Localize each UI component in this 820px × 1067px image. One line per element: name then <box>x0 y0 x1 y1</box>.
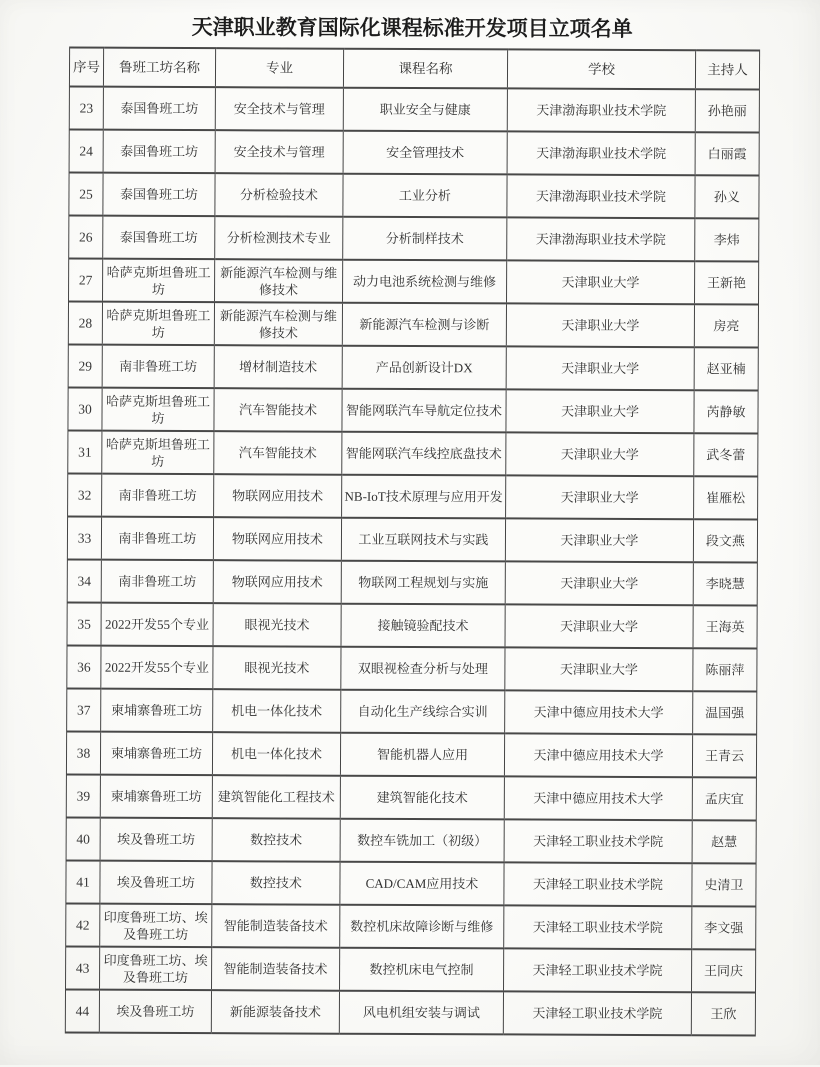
cell-major: 安全技术与管理 <box>215 87 343 131</box>
cell-school: 天津职业大学 <box>507 260 695 304</box>
table-row <box>68 388 758 434</box>
cell-workshop: 南非鲁班工坊 <box>102 345 214 388</box>
cell-workshop: 泰国鲁班工坊 <box>103 130 215 173</box>
cell-major: 新能源汽车检测与维修技术 <box>214 302 342 346</box>
cell-workshop: 柬埔寨鲁班工坊 <box>100 732 212 775</box>
table-row <box>67 603 757 649</box>
cell-workshop: 南非鲁班工坊 <box>101 517 213 560</box>
cell-course: 工业互联网技术与实践 <box>341 518 505 562</box>
cell-school: 天津轻工职业技术学院 <box>503 948 691 992</box>
cell-host: 王同庆 <box>691 949 755 992</box>
cell-workshop: 柬埔寨鲁班工坊 <box>101 689 213 732</box>
cell-school: 天津职业大学 <box>505 647 693 691</box>
table-row <box>68 431 758 477</box>
table-row <box>67 560 757 606</box>
cell-seq: 31 <box>68 431 102 474</box>
cell-course: 接触镜验配技术 <box>341 604 505 648</box>
cell-course: 自动化生产线综合实训 <box>341 690 505 734</box>
cell-host: 赵亚楠 <box>694 347 758 390</box>
table-row <box>67 689 757 735</box>
cell-seq: 33 <box>67 517 101 560</box>
cell-seq: 25 <box>69 173 103 216</box>
cell-major: 新能源装备技术 <box>211 990 339 1034</box>
cell-major: 智能制造装备技术 <box>212 947 340 991</box>
cell-major: 数控技术 <box>212 861 340 905</box>
cell-workshop: 哈萨克斯坦鲁班工坊 <box>102 431 214 474</box>
cell-course: 职业安全与健康 <box>343 88 507 132</box>
table-row <box>66 861 756 907</box>
cell-host: 王青云 <box>692 734 756 777</box>
cell-host: 李炜 <box>695 218 759 261</box>
cell-school: 天津轻工职业技术学院 <box>504 819 692 863</box>
cell-school: 天津渤海职业技术学院 <box>507 174 695 218</box>
header-cell-seq: 序号 <box>69 48 103 87</box>
cell-workshop: 2022开发55个专业 <box>101 603 213 646</box>
cell-school: 天津职业大学 <box>506 432 694 476</box>
cell-school: 天津职业大学 <box>505 518 693 562</box>
cell-course: 产品创新设计DX <box>342 346 506 390</box>
cell-school: 天津轻工职业技术学院 <box>504 905 692 949</box>
cell-workshop: 哈萨克斯坦鲁班工坊 <box>102 388 214 431</box>
cell-host: 孙义 <box>695 175 759 218</box>
cell-school: 天津职业大学 <box>505 604 693 648</box>
table-row <box>69 87 759 133</box>
cell-school: 天津轻工职业技术学院 <box>504 862 692 906</box>
cell-course: CAD/CAM应用技术 <box>340 862 504 906</box>
table-row <box>69 216 759 262</box>
cell-host: 孟庆宜 <box>692 777 756 820</box>
cell-major: 眼视光技术 <box>213 603 341 647</box>
cell-course: 智能机器人应用 <box>340 733 504 777</box>
project-approval-table <box>65 47 760 1037</box>
cell-school: 天津渤海职业技术学院 <box>507 88 695 132</box>
cell-major: 分析检验技术 <box>215 173 343 217</box>
cell-workshop: 埃及鲁班工坊 <box>100 818 212 861</box>
cell-school: 天津职业大学 <box>506 346 694 390</box>
cell-major: 机电一体化技术 <box>213 689 341 733</box>
cell-host: 史清卫 <box>692 863 756 906</box>
table-row <box>66 904 756 950</box>
cell-seq: 27 <box>69 259 103 302</box>
header-cell-major: 专业 <box>215 48 343 88</box>
cell-school: 天津职业大学 <box>506 303 694 347</box>
cell-course: 工业分析 <box>343 174 507 218</box>
table-row <box>66 732 756 778</box>
cell-major: 建筑智能化工程技术 <box>212 775 340 819</box>
table-header-row <box>69 48 759 90</box>
header-cell-workshop: 鲁班工坊名称 <box>103 48 215 87</box>
cell-major: 物联网应用技术 <box>214 474 342 518</box>
cell-seq: 34 <box>67 560 101 603</box>
cell-workshop: 柬埔寨鲁班工坊 <box>100 775 212 818</box>
cell-school: 天津轻工职业技术学院 <box>503 991 691 1035</box>
cell-host: 李晓慧 <box>693 562 757 605</box>
cell-workshop: 泰国鲁班工坊 <box>103 87 215 130</box>
table-row <box>68 302 758 348</box>
cell-seq: 26 <box>69 216 103 259</box>
cell-school: 天津中德应用技术大学 <box>504 733 692 777</box>
cell-major: 数控技术 <box>212 818 340 862</box>
cell-seq: 35 <box>67 603 101 646</box>
cell-course: 分析制样技术 <box>343 217 507 261</box>
cell-workshop: 泰国鲁班工坊 <box>103 173 215 216</box>
cell-seq: 40 <box>66 818 100 861</box>
table-row <box>69 259 759 305</box>
table-row <box>66 775 756 821</box>
cell-workshop: 埃及鲁班工坊 <box>100 861 212 904</box>
cell-course: 物联网工程规划与实施 <box>341 561 505 605</box>
cell-major: 安全技术与管理 <box>215 130 343 174</box>
cell-course: 数控车铣加工（初级） <box>340 819 504 863</box>
table-row <box>66 947 756 993</box>
table-row <box>69 130 759 176</box>
cell-workshop: 南非鲁班工坊 <box>102 474 214 517</box>
cell-seq: 39 <box>66 775 100 818</box>
table-row <box>68 474 758 520</box>
cell-seq: 37 <box>67 689 101 732</box>
cell-host: 温国强 <box>693 691 757 734</box>
table-body <box>65 87 759 1036</box>
cell-major: 机电一体化技术 <box>212 732 340 776</box>
cell-host: 崔雁松 <box>694 476 758 519</box>
cell-course: 双眼视检查分析与处理 <box>341 647 505 691</box>
cell-course: 建筑智能化技术 <box>340 776 504 820</box>
cell-host: 李文强 <box>692 906 756 949</box>
cell-host: 陈丽萍 <box>693 648 757 691</box>
cell-seq: 43 <box>66 947 100 990</box>
table-row <box>67 517 757 563</box>
cell-seq: 41 <box>66 861 100 904</box>
cell-host: 白丽霞 <box>695 132 759 175</box>
cell-major: 智能制造装备技术 <box>212 904 340 948</box>
page-title: 天津职业教育国际化课程标准开发项目立项名单 <box>191 16 633 41</box>
cell-host: 王新艳 <box>694 261 758 304</box>
cell-seq: 36 <box>67 646 101 689</box>
cell-school: 天津渤海职业技术学院 <box>507 217 695 261</box>
table-row <box>68 345 758 391</box>
cell-seq: 23 <box>69 87 103 130</box>
header-cell-host: 主持人 <box>695 50 759 89</box>
cell-workshop: 2022开发55个专业 <box>101 646 213 689</box>
cell-school: 天津中德应用技术大学 <box>505 690 693 734</box>
cell-course: 新能源汽车检测与诊断 <box>342 303 506 347</box>
cell-seq: 24 <box>69 130 103 173</box>
cell-major: 汽车智能技术 <box>214 431 342 475</box>
cell-course: 安全管理技术 <box>343 131 507 175</box>
cell-major: 汽车智能技术 <box>214 388 342 432</box>
cell-workshop: 泰国鲁班工坊 <box>103 216 215 259</box>
header-cell-school: 学校 <box>507 49 695 89</box>
cell-major: 眼视光技术 <box>213 646 341 690</box>
cell-seq: 28 <box>68 302 102 345</box>
table-row <box>69 173 759 219</box>
cell-workshop: 埃及鲁班工坊 <box>99 990 211 1033</box>
cell-host: 赵慧 <box>692 820 756 863</box>
cell-host: 房亮 <box>694 304 758 347</box>
cell-host: 孙艳丽 <box>695 89 759 132</box>
cell-school: 天津职业大学 <box>506 389 694 433</box>
cell-school: 天津职业大学 <box>506 475 694 519</box>
cell-seq: 38 <box>66 732 100 775</box>
cell-seq: 42 <box>66 904 100 947</box>
cell-course: 智能网联汽车导航定位技术 <box>342 389 506 433</box>
table-row <box>65 990 755 1036</box>
cell-course: 动力电池系统检测与维修 <box>343 260 507 304</box>
cell-seq: 44 <box>65 990 99 1033</box>
cell-seq: 29 <box>68 345 102 388</box>
cell-host: 王海英 <box>693 605 757 648</box>
cell-major: 物联网应用技术 <box>213 517 341 561</box>
cell-host: 武冬蕾 <box>694 433 758 476</box>
cell-course: 数控机床故障诊断与维修 <box>340 905 504 949</box>
table-row <box>66 818 756 864</box>
cell-school: 天津中德应用技术大学 <box>504 776 692 820</box>
cell-major: 物联网应用技术 <box>213 560 341 604</box>
cell-seq: 32 <box>68 474 102 517</box>
cell-school: 天津渤海职业技术学院 <box>507 131 695 175</box>
cell-major: 分析检测技术专业 <box>215 216 343 260</box>
cell-workshop: 南非鲁班工坊 <box>101 560 213 603</box>
cell-workshop: 印度鲁班工坊、埃及鲁班工坊 <box>100 904 212 947</box>
cell-host: 芮静敏 <box>694 390 758 433</box>
cell-seq: 30 <box>68 388 102 431</box>
cell-workshop: 哈萨克斯坦鲁班工坊 <box>102 302 214 345</box>
cell-host: 王欣 <box>691 992 755 1035</box>
cell-course: 风电机组安装与调试 <box>339 991 503 1035</box>
cell-course: 智能网联汽车线控底盘技术 <box>342 432 506 476</box>
cell-course: 数控机床电气控制 <box>340 948 504 992</box>
table-row <box>67 646 757 692</box>
cell-major: 新能源汽车检测与维修技术 <box>215 259 343 303</box>
cell-workshop: 哈萨克斯坦鲁班工坊 <box>103 259 215 302</box>
header-cell-course: 课程名称 <box>343 49 507 89</box>
cell-host: 段文燕 <box>693 519 757 562</box>
cell-major: 增材制造技术 <box>214 345 342 389</box>
cell-workshop: 印度鲁班工坊、埃及鲁班工坊 <box>100 947 212 990</box>
cell-course: NB-IoT技术原理与应用开发 <box>342 475 506 519</box>
cell-school: 天津职业大学 <box>505 561 693 605</box>
